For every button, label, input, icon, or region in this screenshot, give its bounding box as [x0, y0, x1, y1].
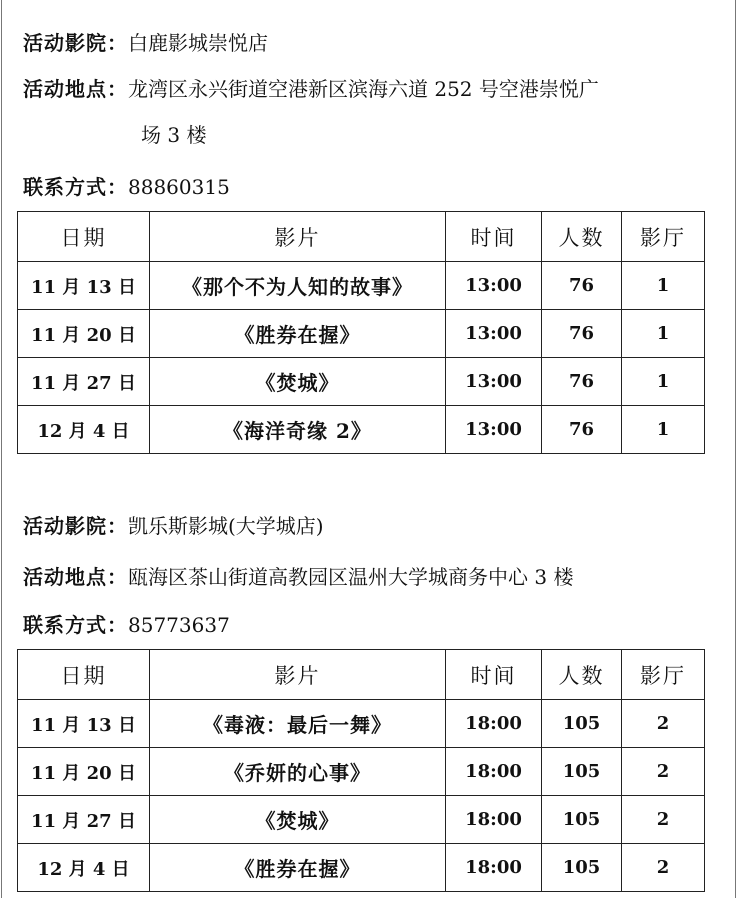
cell-hall: 2 — [622, 700, 705, 748]
cell-time: 18:00 — [446, 700, 542, 748]
contact-phone: 85773637 — [128, 613, 230, 637]
column-header-time: 时间 — [446, 650, 542, 700]
cell-film: 《胜券在握》 — [150, 844, 446, 892]
column-header-time: 时间 — [446, 212, 542, 262]
contact-label: 联系方式： — [23, 613, 128, 637]
cell-date: 11 月 20 日 — [18, 748, 150, 796]
cell-hall: 2 — [622, 796, 705, 844]
schedule-table — [17, 649, 705, 892]
table-row — [18, 358, 705, 406]
cinema-address: 瓯海区茶山街道高教园区温州大学城商务中心 3 楼 — [128, 565, 574, 589]
cell-count: 105 — [542, 796, 622, 844]
table-row — [18, 844, 705, 892]
cinema-address: 龙湾区永兴街道空港新区滨海六道 252 号空港崇悦广 — [128, 77, 599, 101]
cinema-address-label: 活动地点： — [23, 565, 128, 589]
cell-time: 18:00 — [446, 748, 542, 796]
cell-film: 《焚城》 — [150, 358, 446, 406]
cell-time: 13:00 — [446, 358, 542, 406]
schedule-table — [17, 211, 705, 454]
cell-hall: 1 — [622, 406, 705, 454]
page-border-right — [735, 0, 736, 898]
page-border-left — [1, 0, 2, 898]
column-header-count: 人数 — [542, 212, 622, 262]
column-header-hall: 影厅 — [622, 650, 705, 700]
cell-hall: 1 — [622, 310, 705, 358]
cell-film: 《那个不为人知的故事》 — [150, 262, 446, 310]
table-row — [18, 262, 705, 310]
table-header-row — [18, 212, 705, 262]
contact-line — [23, 610, 230, 640]
cinema-name-line — [23, 28, 268, 58]
cell-film: 《胜券在握》 — [150, 310, 446, 358]
cell-count: 76 — [542, 310, 622, 358]
cell-count: 76 — [542, 262, 622, 310]
cinema-name: 凯乐斯影城(大学城店) — [128, 514, 324, 538]
table-header-row — [18, 650, 705, 700]
cell-count: 105 — [542, 700, 622, 748]
table-row — [18, 310, 705, 358]
cell-time: 13:00 — [446, 310, 542, 358]
cell-hall: 1 — [622, 358, 705, 406]
cell-hall: 1 — [622, 262, 705, 310]
cell-film: 《海洋奇缘 2》 — [150, 406, 446, 454]
cell-film: 《焚城》 — [150, 796, 446, 844]
column-header-film: 影片 — [150, 212, 446, 262]
cinema-name: 白鹿影城崇悦店 — [128, 31, 268, 55]
cinema-address-label: 活动地点： — [23, 77, 128, 101]
cinema-address-cont: 场 3 楼 — [141, 123, 207, 147]
table-row — [18, 748, 705, 796]
cinema-address-line — [23, 66, 728, 158]
cinema-name-label: 活动影院： — [23, 31, 128, 55]
cinema-name-line — [23, 511, 324, 541]
cell-count: 76 — [542, 406, 622, 454]
cell-date: 12 月 4 日 — [18, 844, 150, 892]
cell-date: 11 月 13 日 — [18, 700, 150, 748]
cell-time: 18:00 — [446, 796, 542, 844]
cell-date: 12 月 4 日 — [18, 406, 150, 454]
cell-hall: 2 — [622, 748, 705, 796]
table-row — [18, 700, 705, 748]
cell-time: 13:00 — [446, 406, 542, 454]
cinema-name-label: 活动影院： — [23, 514, 128, 538]
contact-phone: 88860315 — [128, 175, 230, 199]
table-row — [18, 796, 705, 844]
column-header-date: 日期 — [18, 650, 150, 700]
cell-date: 11 月 13 日 — [18, 262, 150, 310]
cell-count: 76 — [542, 358, 622, 406]
column-header-film: 影片 — [150, 650, 446, 700]
column-header-count: 人数 — [542, 650, 622, 700]
column-header-hall: 影厅 — [622, 212, 705, 262]
contact-line — [23, 172, 230, 202]
cell-count: 105 — [542, 844, 622, 892]
cell-date: 11 月 27 日 — [18, 796, 150, 844]
cell-film: 《乔妍的心事》 — [150, 748, 446, 796]
table-row — [18, 406, 705, 454]
cell-count: 105 — [542, 748, 622, 796]
cell-film: 《毒液：最后一舞》 — [150, 700, 446, 748]
cell-time: 18:00 — [446, 844, 542, 892]
cell-time: 13:00 — [446, 262, 542, 310]
column-header-date: 日期 — [18, 212, 150, 262]
contact-label: 联系方式： — [23, 175, 128, 199]
cell-date: 11 月 20 日 — [18, 310, 150, 358]
cell-hall: 2 — [622, 844, 705, 892]
cinema-address-line — [23, 562, 573, 592]
cell-date: 11 月 27 日 — [18, 358, 150, 406]
